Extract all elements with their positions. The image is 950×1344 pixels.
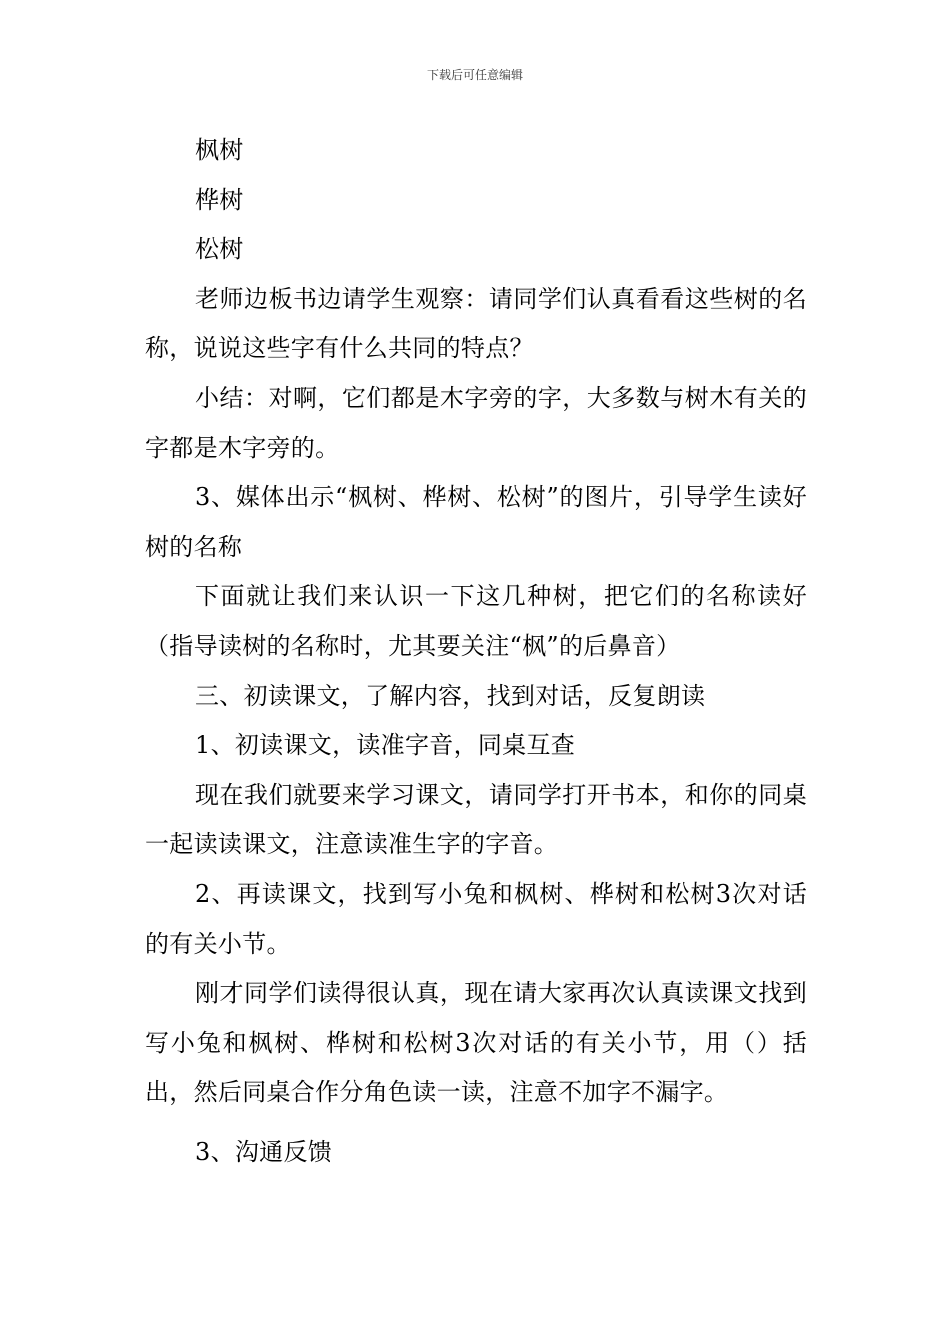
paragraph: 桦树 xyxy=(195,185,244,214)
paragraph: 3、沟通反馈 xyxy=(195,1137,333,1166)
page-header: 下载后可任意编辑 xyxy=(426,68,523,82)
paragraph: 3、媒体出示“枫树、桦树、松树”的图片，引导学生读好树的名称 xyxy=(145,483,807,561)
paragraph: 下面就让我们来认识一下这几种树，把它们的名称读好（指导读树的名称时，尤其要关注“枫”的后鼻音） xyxy=(145,582,807,660)
paragraph: 老师边板书边请学生观察：请同学们认真看看这些树的名称，说说这些字有什么共同的特点？ xyxy=(145,284,807,363)
paragraph: 小结：对啊，它们都是木字旁的字，大多数与树木有关的字都是木字旁的。 xyxy=(145,383,807,462)
paragraph: 三、初读课文，了解内容，找到对话，反复朗读 xyxy=(195,681,706,710)
paragraph: 松树 xyxy=(195,235,244,264)
paragraph: 1、初读课文，读准字音，同桌互查 xyxy=(195,731,576,760)
paragraph: 刚才同学们读得很认真，现在请大家再次认真读课文找到写小兔和枫树、桦树和松树3次对话的有关小节，用（）括出，然后同桌合作分角色读一读，注意不加字不漏字。 xyxy=(145,979,807,1107)
paragraph: 2、再读课文，找到写小兔和枫树、桦树和松树3次对话的有关小节。 xyxy=(145,879,807,958)
paragraph: 枫树 xyxy=(195,136,244,164)
document-body xyxy=(145,126,807,1177)
paragraph: 现在我们就要来学习课文，请同学打开书本，和你的同桌一起读读课文，注意读准生字的字音。 xyxy=(145,780,807,859)
